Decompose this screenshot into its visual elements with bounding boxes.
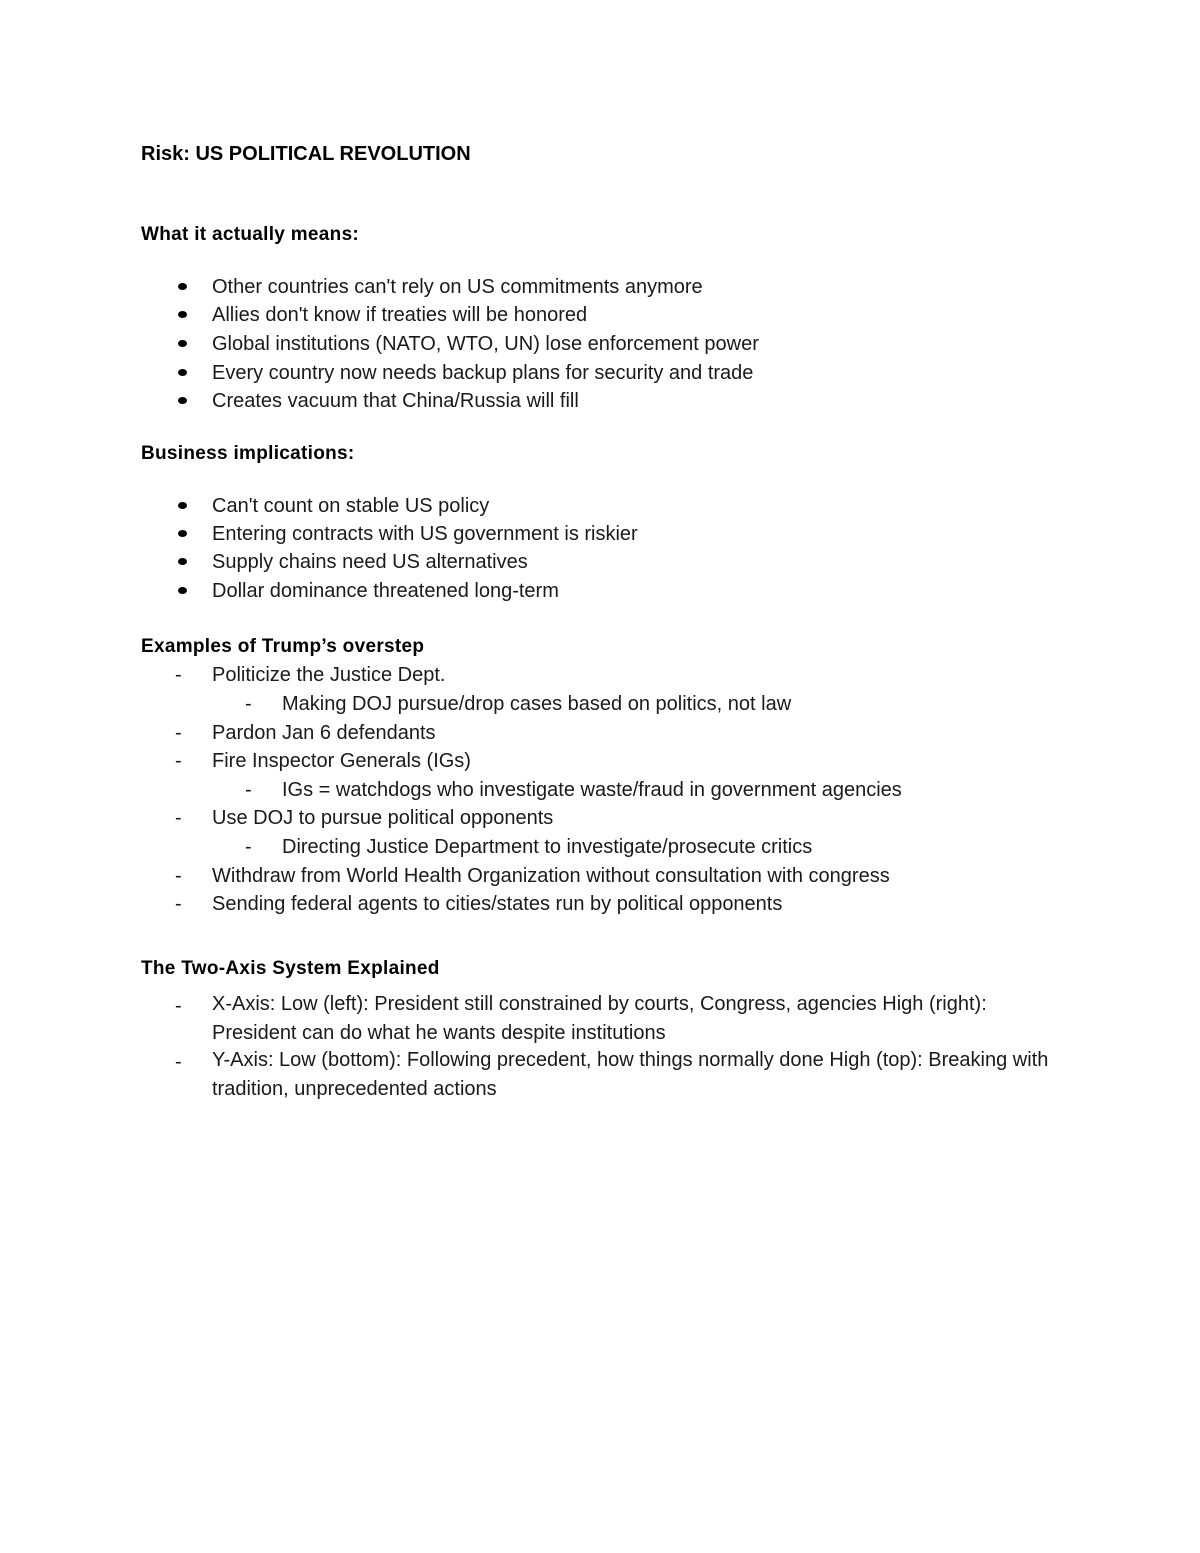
list-item: Every country now needs backup plans for security and trade	[212, 362, 754, 384]
bullet-icon	[178, 311, 187, 318]
bullet-icon	[178, 369, 187, 376]
dash-marker: -	[175, 995, 182, 1017]
sub-list-item: Making DOJ pursue/drop cases based on politics, not law	[282, 693, 792, 715]
dash-marker: -	[175, 893, 182, 915]
document-title: Risk: US POLITICAL REVOLUTION	[141, 143, 471, 165]
dash-marker: -	[175, 750, 182, 772]
list-item: Supply chains need US alternatives	[212, 551, 528, 573]
dash-marker: -	[175, 664, 182, 686]
list-item: Entering contracts with US government is riskier	[212, 523, 638, 545]
list-item: Politicize the Justice Dept.	[212, 664, 446, 686]
list-item: Global institutions (NATO, WTO, UN) lose enforcement power	[212, 333, 759, 355]
bullet-icon	[178, 397, 187, 404]
bullet-icon	[178, 283, 187, 290]
list-item: Pardon Jan 6 defendants	[212, 722, 436, 744]
dash-marker: -	[175, 1051, 182, 1073]
list-item: X-Axis: Low (left): President still constrained by courts, Congress, agencies High (right): President can do what he wants despite institutions	[212, 993, 987, 1044]
dash-marker: -	[245, 779, 252, 801]
list-item: Withdraw from World Health Organization without consultation with congress	[212, 865, 890, 887]
dash-marker: -	[175, 865, 182, 887]
list-item: Fire Inspector Generals (IGs)	[212, 750, 471, 772]
section-heading-examples: Examples of Trump’s overstep	[141, 636, 425, 657]
bullet-icon	[178, 530, 187, 537]
dash-marker: -	[175, 722, 182, 744]
list-item: Creates vacuum that China/Russia will fill	[212, 390, 579, 412]
list-item: Other countries can't rely on US commitments anymore	[212, 276, 703, 298]
list-item: Y-Axis: Low (bottom): Following precedent, how things normally done High (top): Breaking with tradition, unprecedented actions	[212, 1049, 1049, 1100]
section-heading-two-axis: The Two-Axis System Explained	[141, 958, 440, 979]
bullet-icon	[178, 558, 187, 565]
list-item: Dollar dominance threatened long-term	[212, 580, 559, 602]
list-item: Allies don't know if treaties will be honored	[212, 304, 588, 326]
bullet-icon	[178, 502, 187, 509]
section-heading-meaning: What it actually means:	[141, 224, 360, 245]
dash-marker: -	[175, 807, 182, 829]
dash-marker: -	[245, 836, 252, 858]
list-item: Can't count on stable US policy	[212, 495, 490, 517]
bullet-icon	[178, 587, 187, 594]
bullet-icon	[178, 340, 187, 347]
list-item: Sending federal agents to cities/states run by political opponents	[212, 893, 783, 915]
sub-list-item: Directing Justice Department to investigate/prosecute critics	[282, 836, 813, 858]
section-heading-business: Business implications:	[141, 443, 355, 464]
list-item: Use DOJ to pursue political opponents	[212, 807, 554, 829]
sub-list-item: IGs = watchdogs who investigate waste/fraud in government agencies	[282, 779, 902, 801]
dash-marker: -	[245, 693, 252, 715]
